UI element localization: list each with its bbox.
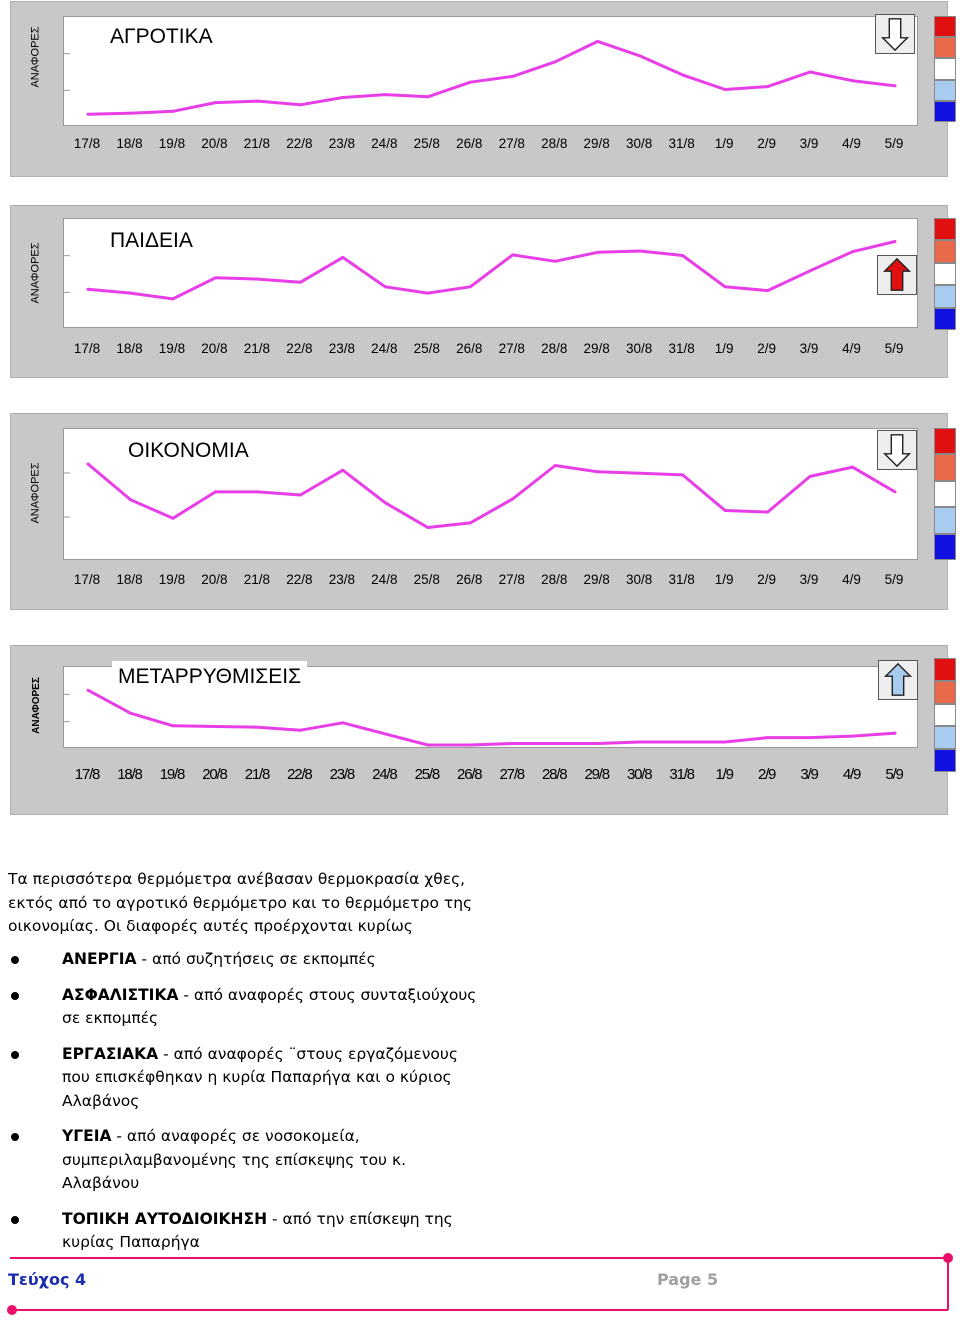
data-point bbox=[341, 469, 344, 472]
x-tick-label: 19/8 bbox=[158, 341, 186, 356]
data-point bbox=[639, 472, 642, 475]
up-arrow-icon bbox=[878, 660, 918, 700]
data-point bbox=[894, 732, 897, 735]
scale-level-red bbox=[934, 658, 956, 681]
data-point bbox=[256, 278, 259, 281]
chart-title: ΑΓΡΟΤΙΚΑ bbox=[106, 25, 217, 49]
x-tick-label: 2/9 bbox=[757, 341, 776, 356]
x-tick-label: 5/9 bbox=[884, 136, 904, 151]
y-axis-label: ΑΝΑΦΟΡΕΣ bbox=[30, 677, 42, 734]
data-point bbox=[681, 254, 684, 257]
data-point bbox=[766, 736, 769, 739]
data-point bbox=[724, 509, 727, 512]
scale-level-light-blue bbox=[934, 285, 956, 307]
data-point bbox=[299, 729, 302, 732]
x-tick-label: 29/8 bbox=[583, 136, 610, 151]
x-tick-label: 23/8 bbox=[329, 766, 355, 783]
data-point bbox=[639, 54, 642, 57]
temperature-scale bbox=[934, 658, 956, 772]
data-point bbox=[87, 113, 90, 116]
plot-area bbox=[63, 428, 918, 560]
intro-text: Τα περισσότερα θερμόμετρα ανέβασαν θερμοκρασία χθες, εκτός από το αγροτικό θερμόμετρο και το θερμόμετρο της οικονομίας. Οι διαφορές αυτές προέρχονται κυρίως bbox=[8, 870, 473, 935]
x-tick-label: 2/9 bbox=[757, 766, 776, 783]
data-point bbox=[851, 250, 854, 253]
x-tick-label: 21/8 bbox=[243, 341, 271, 356]
list-item-topic: ΥΓΕΙΑ bbox=[62, 1127, 112, 1145]
x-tick-label: 25/8 bbox=[414, 766, 439, 783]
x-tick-label: 24/8 bbox=[371, 341, 398, 356]
reasons-list bbox=[8, 948, 478, 1267]
x-tick-label: 18/8 bbox=[116, 572, 143, 587]
data-point bbox=[681, 741, 684, 744]
x-tick-label: 24/8 bbox=[372, 766, 397, 783]
data-point bbox=[171, 724, 174, 727]
bullet-icon bbox=[11, 1133, 19, 1141]
x-tick-label: 3/9 bbox=[799, 572, 819, 587]
data-point bbox=[426, 744, 429, 747]
y-axis-label: ΑΝΑΦΟΡΕΣ bbox=[30, 26, 43, 88]
data-point bbox=[426, 292, 429, 295]
x-tick-label: 22/8 bbox=[286, 136, 313, 151]
scale-level-blue bbox=[934, 534, 956, 560]
x-tick-label: 29/8 bbox=[583, 341, 610, 356]
x-tick-label: 30/8 bbox=[626, 341, 653, 356]
x-axis bbox=[63, 341, 918, 357]
x-tick-label: 18/8 bbox=[116, 136, 143, 151]
data-point bbox=[554, 742, 557, 745]
data-point bbox=[384, 732, 387, 735]
x-axis bbox=[63, 136, 918, 152]
x-tick-label: 30/8 bbox=[626, 136, 653, 151]
scale-level-blue bbox=[934, 308, 956, 330]
scale-level-white bbox=[934, 704, 956, 727]
down-arrow-icon bbox=[877, 430, 917, 470]
x-tick-label: 19/8 bbox=[159, 766, 185, 783]
data-point bbox=[214, 725, 217, 728]
down-arrow-icon bbox=[875, 14, 915, 54]
list-item-topic: ΑΝΕΡΓΙΑ bbox=[62, 950, 137, 968]
data-point bbox=[766, 289, 769, 292]
x-tick-label: 28/8 bbox=[541, 572, 568, 587]
chart-panel-paideia bbox=[10, 205, 948, 378]
x-tick-label: 18/8 bbox=[116, 341, 143, 356]
temperature-scale bbox=[934, 16, 956, 122]
scale-level-white bbox=[934, 58, 956, 79]
x-tick-label: 28/8 bbox=[541, 136, 568, 151]
page-number: Page 5 bbox=[657, 1270, 719, 1289]
data-point bbox=[809, 269, 812, 272]
x-tick-label: 17/8 bbox=[73, 136, 101, 151]
chart-panel-agrotika bbox=[10, 1, 948, 177]
x-tick-label: 3/9 bbox=[799, 136, 819, 151]
data-point bbox=[511, 497, 514, 500]
scale-level-light-blue bbox=[934, 507, 956, 533]
data-point bbox=[87, 463, 90, 466]
data-point bbox=[469, 81, 472, 84]
x-tick-label: 17/8 bbox=[73, 572, 101, 587]
data-point bbox=[809, 475, 812, 478]
data-point bbox=[426, 526, 429, 529]
up-arrow-icon bbox=[877, 255, 917, 295]
x-tick-label: 26/8 bbox=[456, 572, 483, 587]
scale-level-orange bbox=[934, 681, 956, 704]
bullet-icon bbox=[11, 992, 19, 1000]
x-tick-label: 20/8 bbox=[201, 572, 228, 587]
x-tick-label: 29/8 bbox=[583, 572, 610, 587]
list-item bbox=[8, 1125, 478, 1196]
x-tick-label: 20/8 bbox=[201, 341, 228, 356]
chart-title: ΜΕΤΑΡΡΥΘΜΙΣΕΙΣ bbox=[112, 661, 307, 693]
list-item bbox=[8, 1043, 478, 1114]
list-item-text: - από αναφορές ¨στους εργαζόμενους που επισκέφθηκαν η κυρία Παπαρήγα και ο κύριος Αλαβάνος bbox=[62, 1044, 458, 1110]
scale-level-light-blue bbox=[934, 726, 956, 749]
data-point bbox=[851, 79, 854, 82]
x-tick-label: 22/8 bbox=[286, 341, 313, 356]
series-line bbox=[88, 464, 895, 528]
list-item-text: - από αναφορές σε νοσοκομεία, συμπεριλαμβανομένης της επίσκεψης του κ. Αλαβάνου bbox=[62, 1127, 407, 1192]
data-point bbox=[511, 742, 514, 745]
x-tick-label: 27/8 bbox=[498, 341, 525, 356]
data-point bbox=[129, 712, 132, 715]
data-point bbox=[384, 93, 387, 96]
data-point bbox=[384, 285, 387, 288]
x-tick-label: 1/9 bbox=[715, 766, 733, 783]
x-tick-label: 27/8 bbox=[498, 136, 525, 151]
data-point bbox=[214, 101, 217, 104]
x-tick-label: 24/8 bbox=[371, 136, 398, 151]
data-point bbox=[469, 744, 472, 747]
x-tick-label: 31/8 bbox=[669, 766, 694, 783]
x-tick-label: 26/8 bbox=[456, 341, 483, 356]
x-tick-label: 31/8 bbox=[668, 341, 695, 356]
data-point bbox=[171, 517, 174, 520]
data-point bbox=[596, 40, 599, 43]
list-item bbox=[8, 984, 478, 1031]
data-point bbox=[766, 511, 769, 514]
x-tick-label: 28/8 bbox=[542, 766, 567, 783]
data-point bbox=[681, 73, 684, 76]
data-point bbox=[129, 112, 132, 115]
issue-number: Τεύχος 4 bbox=[8, 1270, 87, 1289]
scale-level-red bbox=[934, 16, 956, 37]
data-point bbox=[299, 281, 302, 284]
data-point bbox=[511, 253, 514, 256]
data-point bbox=[554, 260, 557, 263]
data-point bbox=[341, 96, 344, 99]
x-tick-label: 23/8 bbox=[328, 341, 355, 356]
x-tick-label: 28/8 bbox=[541, 341, 568, 356]
data-point bbox=[384, 501, 387, 504]
x-tick-label: 23/8 bbox=[328, 572, 355, 587]
data-point bbox=[596, 470, 599, 473]
data-point bbox=[554, 60, 557, 63]
data-point bbox=[214, 276, 217, 279]
data-point bbox=[256, 490, 259, 493]
scale-level-red bbox=[934, 428, 956, 454]
data-point bbox=[596, 742, 599, 745]
x-tick-label: 17/8 bbox=[73, 341, 101, 356]
scale-level-white bbox=[934, 263, 956, 285]
scale-level-blue bbox=[934, 749, 956, 772]
x-tick-label: 4/9 bbox=[842, 766, 861, 783]
data-point bbox=[171, 110, 174, 113]
data-point bbox=[809, 736, 812, 739]
data-point bbox=[724, 88, 727, 91]
scale-level-white bbox=[934, 481, 956, 507]
plot-area bbox=[63, 218, 918, 328]
scale-level-light-blue bbox=[934, 80, 956, 101]
x-tick-label: 30/8 bbox=[626, 572, 653, 587]
data-point bbox=[681, 473, 684, 476]
data-point bbox=[129, 498, 132, 501]
data-point bbox=[554, 464, 557, 467]
bullet-icon bbox=[11, 1051, 19, 1059]
x-tick-label: 18/8 bbox=[117, 766, 142, 783]
data-point bbox=[894, 240, 897, 243]
list-item bbox=[8, 948, 478, 972]
x-tick-label: 17/8 bbox=[74, 766, 100, 783]
x-tick-label: 21/8 bbox=[244, 766, 270, 783]
x-tick-label: 1/9 bbox=[714, 341, 734, 356]
chart-title: ΠΑΙΔΕΙΑ bbox=[106, 229, 197, 253]
data-point bbox=[639, 741, 642, 744]
data-point bbox=[256, 100, 259, 103]
footer-decoration bbox=[0, 1248, 960, 1324]
x-tick-label: 22/8 bbox=[287, 766, 312, 783]
data-point bbox=[171, 297, 174, 300]
x-tick-label: 20/8 bbox=[201, 136, 228, 151]
x-axis bbox=[63, 572, 918, 588]
x-tick-label: 4/9 bbox=[842, 341, 861, 356]
x-tick-label: 2/9 bbox=[757, 572, 776, 587]
series-line bbox=[88, 690, 895, 745]
x-tick-label: 3/9 bbox=[799, 341, 819, 356]
x-tick-label: 1/9 bbox=[714, 136, 734, 151]
temperature-scale bbox=[934, 428, 956, 560]
data-point bbox=[724, 741, 727, 744]
x-axis bbox=[63, 766, 918, 782]
x-tick-label: 5/9 bbox=[884, 572, 904, 587]
x-tick-label: 5/9 bbox=[885, 766, 903, 783]
data-point bbox=[894, 490, 897, 493]
x-tick-label: 21/8 bbox=[243, 572, 271, 587]
x-tick-label: 4/9 bbox=[842, 136, 861, 151]
series-line bbox=[88, 242, 895, 299]
x-tick-label: 26/8 bbox=[457, 766, 482, 783]
intro-paragraph bbox=[8, 868, 473, 939]
data-point bbox=[639, 250, 642, 253]
data-point bbox=[256, 726, 259, 729]
y-axis-label: ΑΝΑΦΟΡΕΣ bbox=[30, 242, 43, 304]
list-item-text: - από αναφορές στους συνταξιούχους σε εκπομπές bbox=[62, 985, 477, 1027]
scale-level-orange bbox=[934, 37, 956, 58]
data-point bbox=[724, 285, 727, 288]
x-tick-label: 30/8 bbox=[626, 766, 652, 783]
data-point bbox=[469, 521, 472, 524]
x-tick-label: 27/8 bbox=[499, 766, 524, 783]
x-tick-label: 23/8 bbox=[328, 136, 355, 151]
x-tick-label: 25/8 bbox=[413, 136, 440, 151]
plot-area bbox=[63, 16, 918, 126]
x-tick-label: 31/8 bbox=[668, 136, 695, 151]
scale-level-red bbox=[934, 218, 956, 240]
x-tick-label: 26/8 bbox=[456, 136, 483, 151]
x-tick-label: 4/9 bbox=[842, 572, 861, 587]
chart-panel-oikonomia bbox=[10, 413, 948, 610]
x-tick-label: 31/8 bbox=[668, 572, 695, 587]
x-tick-label: 2/9 bbox=[757, 136, 776, 151]
data-point bbox=[214, 490, 217, 493]
list-item-text: - από συζητήσεις σε εκπομπές bbox=[136, 950, 376, 968]
data-point bbox=[299, 103, 302, 106]
y-axis-label: ΑΝΑΦΟΡΕΣ bbox=[30, 462, 43, 524]
scale-level-orange bbox=[934, 240, 956, 262]
x-tick-label: 25/8 bbox=[413, 341, 440, 356]
x-tick-label: 3/9 bbox=[800, 766, 818, 783]
data-point bbox=[809, 71, 812, 74]
x-tick-label: 24/8 bbox=[371, 572, 398, 587]
data-point bbox=[87, 288, 90, 291]
chart-title: ΟΙΚΟΝΟΜΙΑ bbox=[124, 439, 253, 463]
data-point bbox=[851, 466, 854, 469]
x-tick-label: 29/8 bbox=[584, 766, 609, 783]
scale-level-blue bbox=[934, 101, 956, 122]
data-point bbox=[87, 689, 90, 692]
bullet-icon bbox=[11, 1216, 19, 1224]
x-tick-label: 27/8 bbox=[498, 572, 525, 587]
list-item-topic: ΕΡΓΑΣΙΑΚΑ bbox=[62, 1044, 159, 1063]
list-item-topic: ΤΟΠΙΚΗ ΑΥΤΟΔΙΟΙΚΗΣΗ bbox=[62, 1209, 268, 1228]
data-point bbox=[766, 85, 769, 88]
data-point bbox=[299, 494, 302, 497]
x-tick-label: 20/8 bbox=[202, 766, 227, 783]
series-line bbox=[88, 41, 895, 114]
x-tick-label: 22/8 bbox=[286, 572, 313, 587]
x-tick-label: 19/8 bbox=[158, 572, 186, 587]
data-point bbox=[596, 251, 599, 254]
data-point bbox=[851, 735, 854, 738]
temperature-scale bbox=[934, 218, 956, 330]
chart-panel-metarrythmiseis bbox=[10, 645, 948, 815]
data-point bbox=[341, 256, 344, 259]
list-item-topic: ΑΣΦΑΛΙΣΤΙΚΑ bbox=[62, 985, 179, 1004]
data-point bbox=[426, 95, 429, 98]
x-tick-label: 25/8 bbox=[413, 572, 440, 587]
x-tick-label: 1/9 bbox=[714, 572, 734, 587]
scale-level-orange bbox=[934, 454, 956, 480]
data-point bbox=[341, 721, 344, 724]
x-tick-label: 21/8 bbox=[243, 136, 271, 151]
bullet-icon bbox=[11, 956, 19, 964]
data-point bbox=[511, 75, 514, 78]
data-point bbox=[469, 285, 472, 288]
plot-area bbox=[63, 666, 918, 748]
x-tick-label: 19/8 bbox=[158, 136, 186, 151]
list-item-text: - από την επίσκεψη της κυρίας Παπαρήγα bbox=[62, 1209, 453, 1251]
data-point bbox=[129, 292, 132, 295]
data-point bbox=[894, 84, 897, 87]
x-tick-label: 5/9 bbox=[884, 341, 904, 356]
